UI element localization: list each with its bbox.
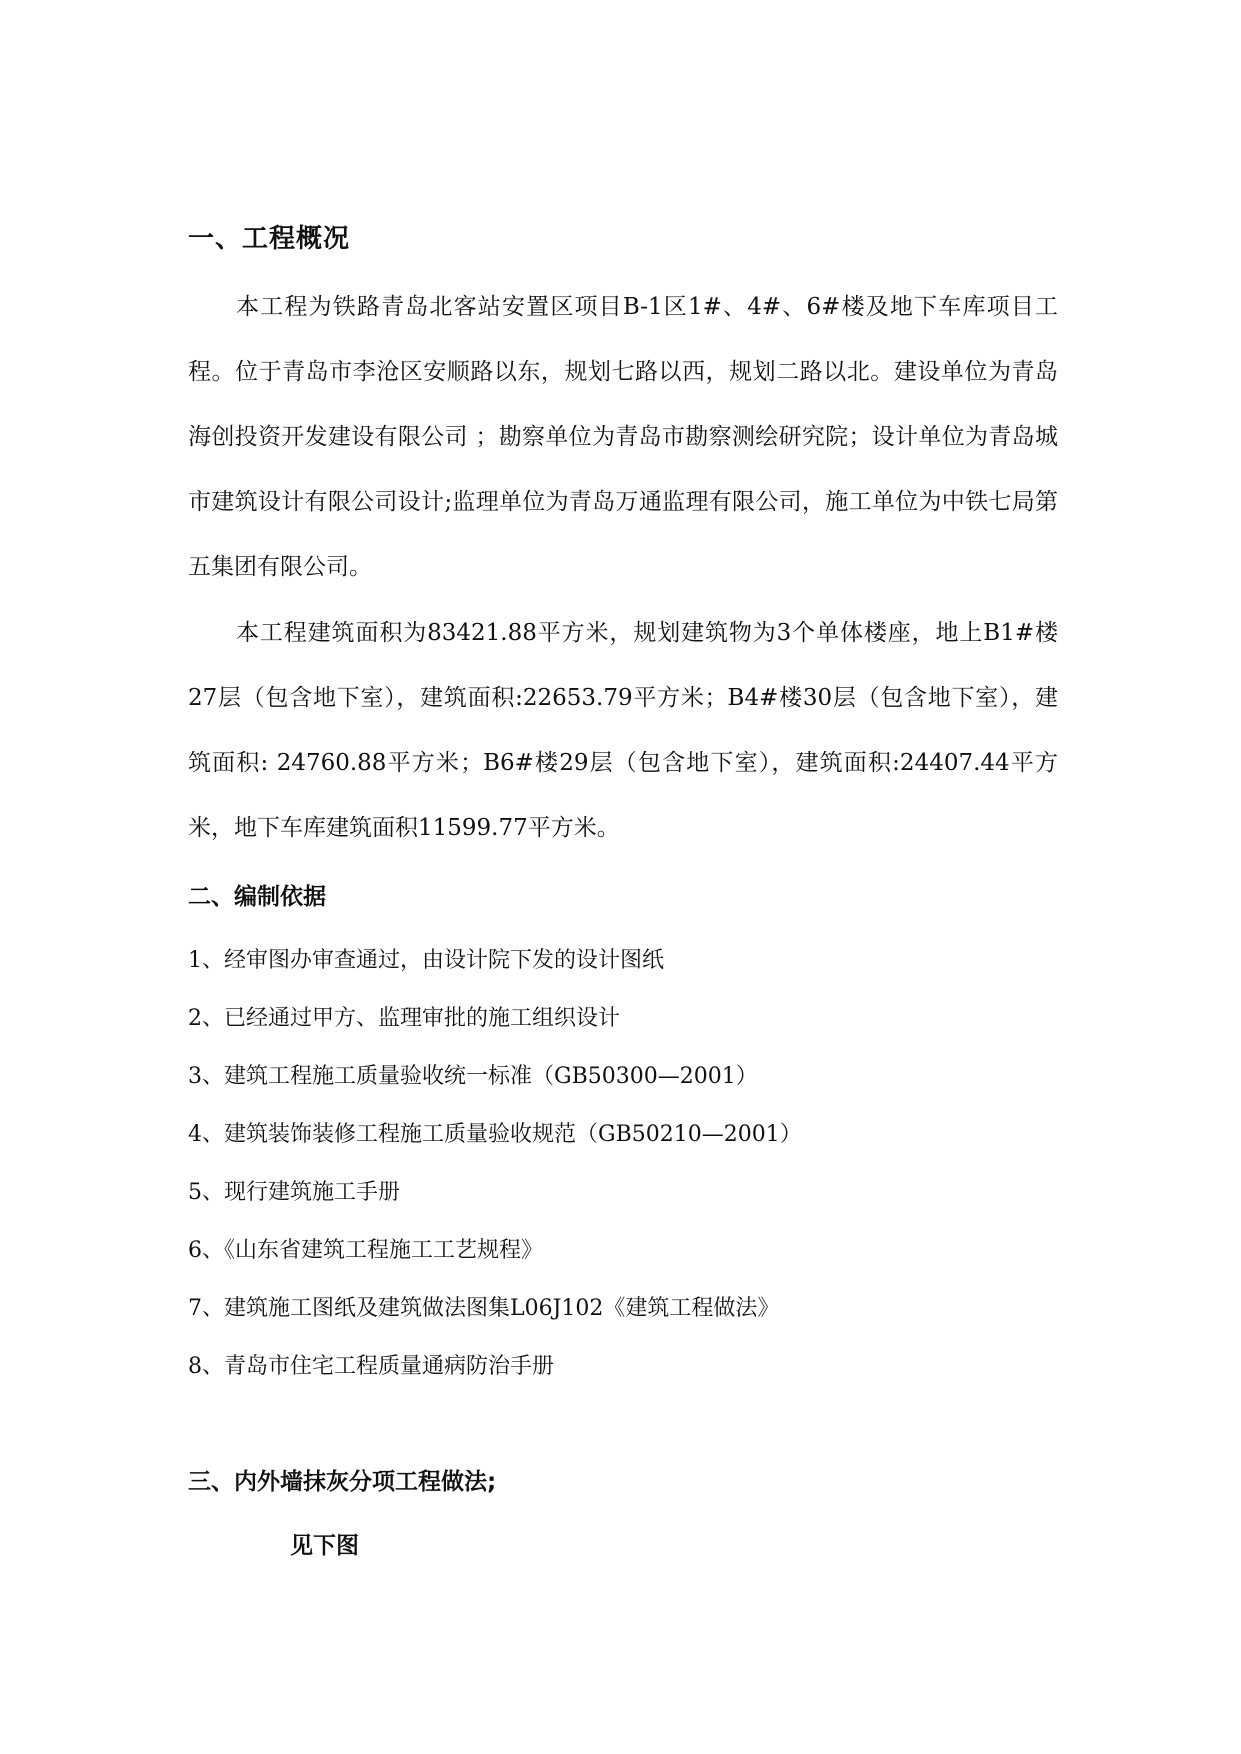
basis-item-5: 5、现行建筑施工手册 (188, 1180, 400, 1205)
building-area-paragraph: 本工程建筑面积为83421.88平方米，规划建筑物为3个单体楼座，地上B1#楼27层（包含地下室），建筑面积:22653.79平方米；B4#楼30层（包含地下室），建筑面积: 24760.88平方米；B6#楼29层（包含地下室），建筑面积:24407.44平方米，地下车库建筑面积11599.77平方米。 (188, 620, 1058, 841)
document-page (188, 0, 1058, 1754)
basis-item-1: 1、经审图办审查通过，由设计院下发的设计图纸 (188, 948, 664, 973)
basis-item-6: 6、《山东省建筑工程施工工艺规程》 (188, 1238, 543, 1263)
project-overview-paragraph: 本工程为铁路青岛北客站安置区项目B-1区1#、4#、6#楼及地下车库项目工程。位于青岛市李沧区安顺路以东，规划七路以西，规划二路以北。建设单位为青岛海创投资开发建设有限公司 ；勘察单位为青岛市勘察测绘研究院；设计单位为青岛城市建筑设计有限公司设计;监理单位为青岛万通监理有限公司，施工单位为中铁七局第五集团有限公司。 (188, 294, 1058, 580)
section-2-title: 二、编制依据 (188, 884, 326, 910)
basis-item-4: 4、建筑装饰装修工程施工质量验收规范（GB50210—2001） (188, 1122, 802, 1147)
section-3-title: 三、内外墙抹灰分项工程做法; (188, 1469, 497, 1495)
basis-item-2: 2、已经通过甲方、监理审批的施工组织设计 (188, 1006, 620, 1031)
basis-item-8: 8、青岛市住宅工程质量通病防治手册 (188, 1354, 554, 1379)
see-figure-note: 见下图 (290, 1533, 359, 1559)
basis-item-7: 7、建筑施工图纸及建筑做法图集L06J102《建筑工程做法》 (188, 1296, 780, 1321)
section-1-title: 一、工程概况 (188, 224, 351, 254)
basis-item-3: 3、建筑工程施工质量验收统一标准（GB50300—2001） (188, 1064, 758, 1089)
